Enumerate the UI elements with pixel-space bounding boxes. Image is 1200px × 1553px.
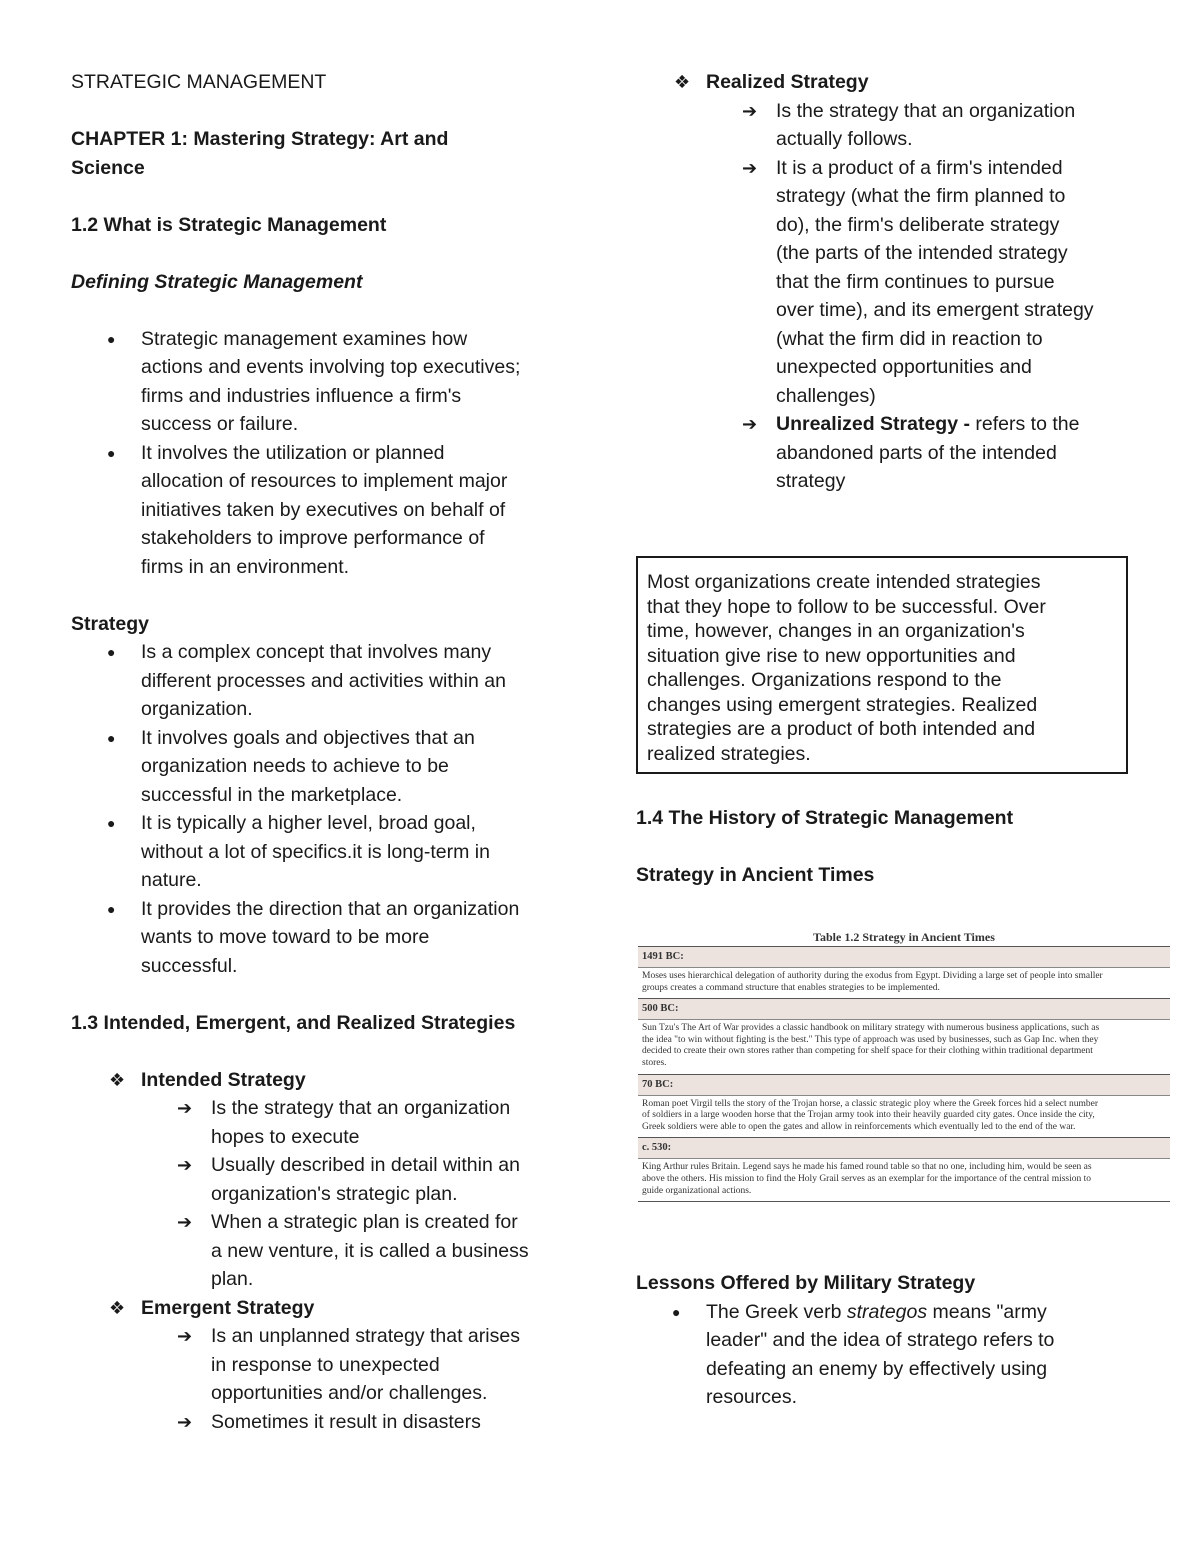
table-row-body [638,1159,1170,1202]
list-item-text: (what the firm did in reaction to [776,327,1043,350]
list-item-text: refers to the [969,413,1080,435]
chapter-title-line-2: Science [71,156,145,179]
bullet-icon: ● [107,644,116,660]
list-item-text [776,410,1136,439]
table-row-header: 1491 BC: [638,946,1170,968]
list-item [71,1151,571,1208]
list-item-text: successful in the marketplace. [141,783,403,806]
list-item-text: a new venture, it is called a business [211,1239,529,1262]
list-item-text: It provides the direction that an organization [141,897,520,920]
list-item [71,809,571,895]
subheading-defining: Defining Strategic Management [71,270,363,293]
strategos-term: strategos [846,1300,928,1323]
list-item [71,1208,571,1294]
chapter-title-line-1: CHAPTER 1: Mastering Strategy: Art and [71,128,449,150]
list-item-text: in response to unexpected [211,1353,440,1376]
right-column [636,68,1136,496]
list-item-text: Is an unplanned strategy that arises [211,1325,520,1347]
note-line: realized strategies. [647,742,811,765]
list-item-text: that the firm continues to pursue [776,270,1055,293]
document-title: STRATEGIC MANAGEMENT [71,71,327,93]
subheading-strategy: Strategy [71,612,150,635]
list-item-text: do), the firm's deliberate strategy [776,213,1060,236]
section-heading-1-4: 1.4 The History of Strategic Management [636,807,1014,829]
list-item [71,895,571,981]
list-item-text: firms in an environment. [141,555,350,578]
arrow-icon: ➔ [177,1098,193,1118]
list-item-text: different processes and activities within an [141,669,506,692]
bullet-icon: ● [107,444,116,461]
table-cell-line: stores. [642,1057,667,1068]
note-line: time, however, changes in an organization's [647,620,1025,642]
list-item [636,1298,1136,1412]
table-cell-line: groups creates a command structure that enables strategies to be implemented. [642,982,940,993]
list-item-text: allocation of resources to implement major [141,470,508,492]
bullet-icon: ● [107,729,116,746]
list-item [636,154,1136,411]
table-row-header: c. 530: [638,1137,1170,1159]
list-item [71,1094,571,1151]
list-item-text: firms and industries influence a firm's [141,384,462,407]
list-item-text: over time), and its emergent strategy [776,299,1094,321]
note-line: challenges. Organizations respond to the [647,669,1002,691]
arrow-icon: ➔ [177,1155,193,1175]
summary-note-box [636,556,1128,774]
list-item-text: Strategic management examines how [141,327,468,350]
table-cell-line: Moses uses hierarchical delegation of authority during the exodus from Egypt. Dividing a large set of people into smaller [642,971,1103,981]
table-cell-line: King Arthur rules Britain. Legend says he made his famed round table so that no one, including him, would be seen as [642,1162,1092,1173]
list-item-text: wants to move toward to be more [141,926,430,948]
list-item-text: organization needs to achieve to be [141,755,449,777]
list-item-text: abandoned parts of the intended [776,441,1057,464]
bullet-icon: ● [107,815,116,831]
list-item-text: nature. [141,869,202,891]
list-item-text: opportunities and/or challenges. [211,1382,488,1404]
table-cell-line: Sun Tzu's The Art of War provides a classic handbook on military strategy with numerous business applications, such as [642,1023,1100,1034]
list-item-emergent-strategy [71,1294,571,1323]
list-item-text: Is the strategy that an organization [776,99,1076,122]
arrow-icon: ➔ [742,157,758,178]
list-item-text: Sometimes it result in disasters [211,1410,481,1433]
table-cell-line: Greek soldiers were able to open the gates and allow in reinforcements which eventually led to the end of the war. [642,1121,1076,1132]
list-item-text: defeating an enemy by effectively using [706,1357,1048,1380]
list-item-text: It is typically a higher level, broad goal, [141,812,476,834]
list-item-text: Is the strategy that an organization [211,1097,511,1119]
list-item-text: strategy (what the firm planned to [776,185,1066,207]
list-item-text: actions and events involving top executives; [141,356,521,378]
unrealized-strategy-term: Unrealized Strategy - [776,413,970,435]
table-cell-line: guide organizational actions. [642,1185,752,1196]
list-item-text [706,1298,1136,1327]
list-item [71,1408,571,1437]
list-item-intended-strategy [71,1066,571,1095]
note-line: Most organizations create intended strategies [647,571,1041,593]
left-column [71,68,571,1436]
list-item-text: challenges) [776,384,876,407]
list-item-text: successful. [141,954,238,977]
list-item-text: plan. [211,1268,254,1290]
note-line: situation give rise to new opportunities and [647,644,1016,667]
list-item-text: actually follows. [776,128,913,150]
list-item-realized-strategy [636,68,1136,97]
bullet-icon: ● [107,330,116,347]
arrow-icon: ➔ [177,1326,193,1346]
list-item [71,325,571,439]
list-item-text: resources. [706,1386,798,1408]
list-item-text: unexpected opportunities and [776,356,1032,378]
list-item-text: organization's strategic plan. [211,1182,458,1205]
arrow-icon: ➔ [742,100,758,121]
list-item-text: Is a complex concept that involves many [141,641,492,663]
table-title: Table 1.2 Strategy in Ancient Times [813,930,995,944]
note-line: that they hope to follow to be successful. Over [647,595,1046,618]
table-cell-line: above the others. His mission to find the Holy Grail serves as an exemplar for the importance of the central mission to [642,1173,1092,1184]
ancient-strategy-table-figure [638,926,1170,1232]
bullet-icon: ● [107,900,116,917]
list-item-text: Realized Strategy [706,71,869,93]
list-item-text: It is a product of a firm's intended [776,156,1063,179]
table-cell-line: of soldiers in a large wooden horse that the Trojan army took into their heavily guarded city gates. Once inside the city, [642,1110,1095,1121]
list-item-text: strategy [776,470,846,492]
table-cell-line: decided to create their own stores rather than competing for shelf space for their clothing within traditional department [642,1046,1093,1057]
list-item-text: Intended Strategy [141,1068,306,1091]
list-item-text: success or failure. [141,413,299,435]
table-cell-line: Roman poet Virgil tells the story of the Trojan horse, a classic strategic ploy where the Greek forces hid a select number [642,1098,1099,1109]
list-item [71,1322,571,1408]
military-section [636,1269,1136,1412]
table-cell-line: the idea "to win without fighting is the best." This type of approach was used by businesses, such as Gap Inc. when they [642,1034,1099,1045]
list-item-text: hopes to execute [211,1125,360,1148]
note-line: changes using emergent strategies. Realized [647,693,1038,716]
list-item [636,410,1136,496]
diamond-icon: ❖ [674,72,691,92]
arrow-icon: ➔ [177,1212,193,1232]
table-row-body [638,968,1170,998]
table-row-header: 500 BC: [638,998,1170,1020]
list-item-text: It involves goals and objectives that an [141,726,475,749]
list-item-text: It involves the utilization or planned [141,441,445,464]
bullet-icon: ● [672,1303,681,1320]
subheading-ancient-times: Strategy in Ancient Times [636,864,875,886]
subheading-military-strategy: Lessons Offered by Military Strategy [636,1272,976,1294]
list-item-text: When a strategic plan is created for [211,1211,518,1233]
section-heading-1-3: 1.3 Intended, Emergent, and Realized Strategies [71,1011,516,1034]
section-heading-1-2: 1.2 What is Strategic Management [71,213,387,236]
list-item-text: initiatives taken by executives on behalf of [141,498,506,521]
list-item-text: means "army [927,1300,1047,1323]
note-line: strategies are a product of both intended and [647,718,1036,740]
list-item-text: stakeholders to improve performance of [141,527,485,549]
list-item-text: (the parts of the intended strategy [776,242,1068,264]
list-item-text: organization. [141,698,253,720]
list-item [71,724,571,810]
list-item-text: Usually described in detail within an [211,1154,520,1176]
arrow-icon: ➔ [742,414,758,434]
list-item-text: The Greek verb [706,1300,847,1323]
list-item-text: Emergent Strategy [141,1296,315,1319]
list-item [636,97,1136,154]
list-item [71,439,571,582]
list-item [71,638,571,724]
table-row-body [638,1096,1170,1138]
list-item-text: without a lot of specifics.it is long-term in [141,840,490,863]
table-row-body [638,1020,1170,1073]
diamond-icon: ❖ [109,1297,126,1318]
right-lower-section [636,804,1136,890]
diamond-icon: ❖ [109,1069,126,1090]
arrow-icon: ➔ [177,1411,193,1432]
table-row-header: 70 BC: [638,1074,1170,1096]
list-item-text: leader" and the idea of stratego refers to [706,1329,1055,1351]
